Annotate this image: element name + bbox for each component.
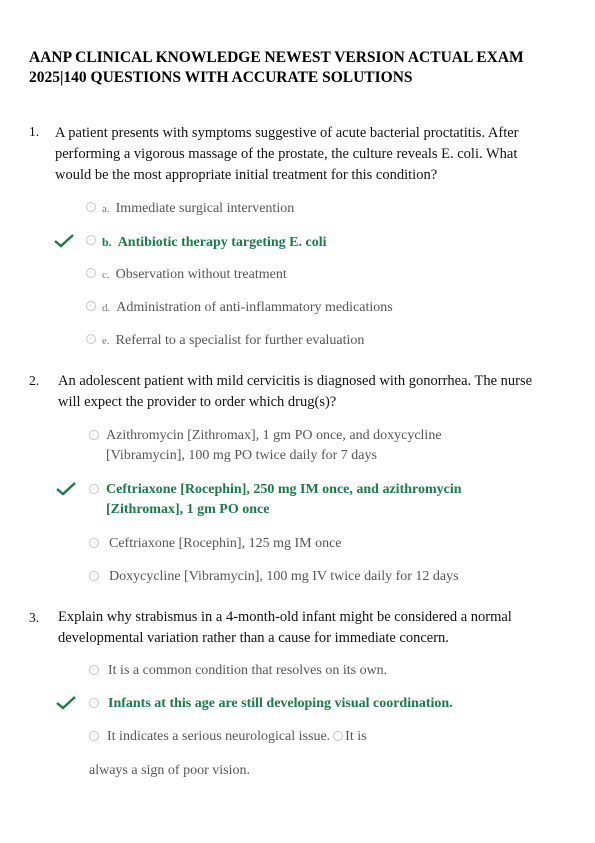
- q1-option-a[interactable]: [102, 199, 294, 219]
- radio-icon[interactable]: [86, 334, 96, 344]
- q3-option-1[interactable]: It is a common condition that resolves on its own.: [108, 663, 388, 678]
- question-1-number: 1.: [29, 124, 40, 139]
- question-1-text: A patient presents with symptoms suggestive of acute bacterial proctatitis. After performing a vigorous massage of the prostate, the culture reveals E. coli. What would be the most appropriate initial treatment for this condition?: [55, 125, 519, 183]
- radio-icon[interactable]: [89, 731, 99, 741]
- radio-icon[interactable]: [86, 301, 96, 311]
- option-text: Observation without treatment: [115, 267, 287, 282]
- q1-option-d[interactable]: [102, 298, 393, 318]
- q2-option-4[interactable]: Doxycycline [Vibramycin], 100 mg IV twice daily for 12 days: [109, 569, 459, 584]
- q3-option-4-part2[interactable]: always a sign of poor vision.: [89, 763, 250, 778]
- title-line-1: AANP CLINICAL KNOWLEDGE NEWEST VERSION ACTUAL EXAM: [29, 49, 524, 66]
- question-2-text: An adolescent patient with mild cervicitis is diagnosed with gonorrhea. The nurse will expect the provider to order which drug(s)?: [58, 373, 533, 410]
- radio-icon[interactable]: [333, 731, 343, 741]
- radio-icon[interactable]: [86, 202, 96, 212]
- title-line-2: 2025|140 QUESTIONS WITH ACCURATE SOLUTIONS: [29, 69, 413, 86]
- question-3-number: 3.: [29, 610, 40, 625]
- question-2-number: 2.: [29, 373, 40, 388]
- radio-icon[interactable]: [89, 484, 99, 494]
- option-letter: c.: [102, 269, 110, 281]
- option-text: Immediate surgical intervention: [115, 201, 295, 216]
- q2-option-1[interactable]: Azithromycin [Zithromax], 1 gm PO once, and doxycycline [Vibramycin], 100 mg PO twice daily for 7 days: [106, 428, 442, 463]
- q3-option-4-part1[interactable]: It is: [345, 729, 367, 744]
- question-3-text: Explain why strabismus in a 4-month-old infant might be considered a normal developmental variation rather than a cause for immediate concern.: [58, 609, 512, 646]
- q3-option-3-line: [107, 727, 367, 747]
- q2-option-2[interactable]: Ceftriaxone [Rocephin], 250 mg IM once, and azithromycin [Zithromax], 1 gm PO once: [106, 482, 462, 517]
- radio-icon[interactable]: [89, 430, 99, 440]
- radio-icon[interactable]: [86, 268, 96, 278]
- option-letter: e.: [102, 335, 110, 347]
- q3-option-3[interactable]: It indicates a serious neurological issue.: [107, 729, 331, 744]
- radio-icon[interactable]: [89, 698, 99, 708]
- radio-icon[interactable]: [89, 538, 99, 548]
- option-letter: b.: [102, 235, 112, 249]
- check-icon: [56, 696, 76, 710]
- option-letter: a.: [102, 203, 110, 215]
- option-text: Referral to a specialist for further evaluation: [115, 333, 365, 348]
- q1-option-c[interactable]: [102, 265, 287, 285]
- option-text: Administration of anti-inflammatory medications: [116, 300, 393, 315]
- q3-option-2[interactable]: Infants at this age are still developing visual coordination.: [108, 696, 453, 711]
- option-letter: d.: [102, 302, 111, 314]
- check-icon: [54, 234, 74, 248]
- document-title: [29, 48, 569, 88]
- q1-option-b[interactable]: [102, 232, 327, 253]
- radio-icon[interactable]: [89, 665, 99, 675]
- option-text: Antibiotic therapy targeting E. coli: [117, 235, 327, 250]
- radio-icon[interactable]: [89, 571, 99, 581]
- q2-option-3[interactable]: Ceftriaxone [Rocephin], 125 mg IM once: [109, 536, 342, 551]
- radio-icon[interactable]: [86, 235, 96, 245]
- check-icon: [56, 482, 76, 496]
- q1-option-e[interactable]: [102, 331, 364, 351]
